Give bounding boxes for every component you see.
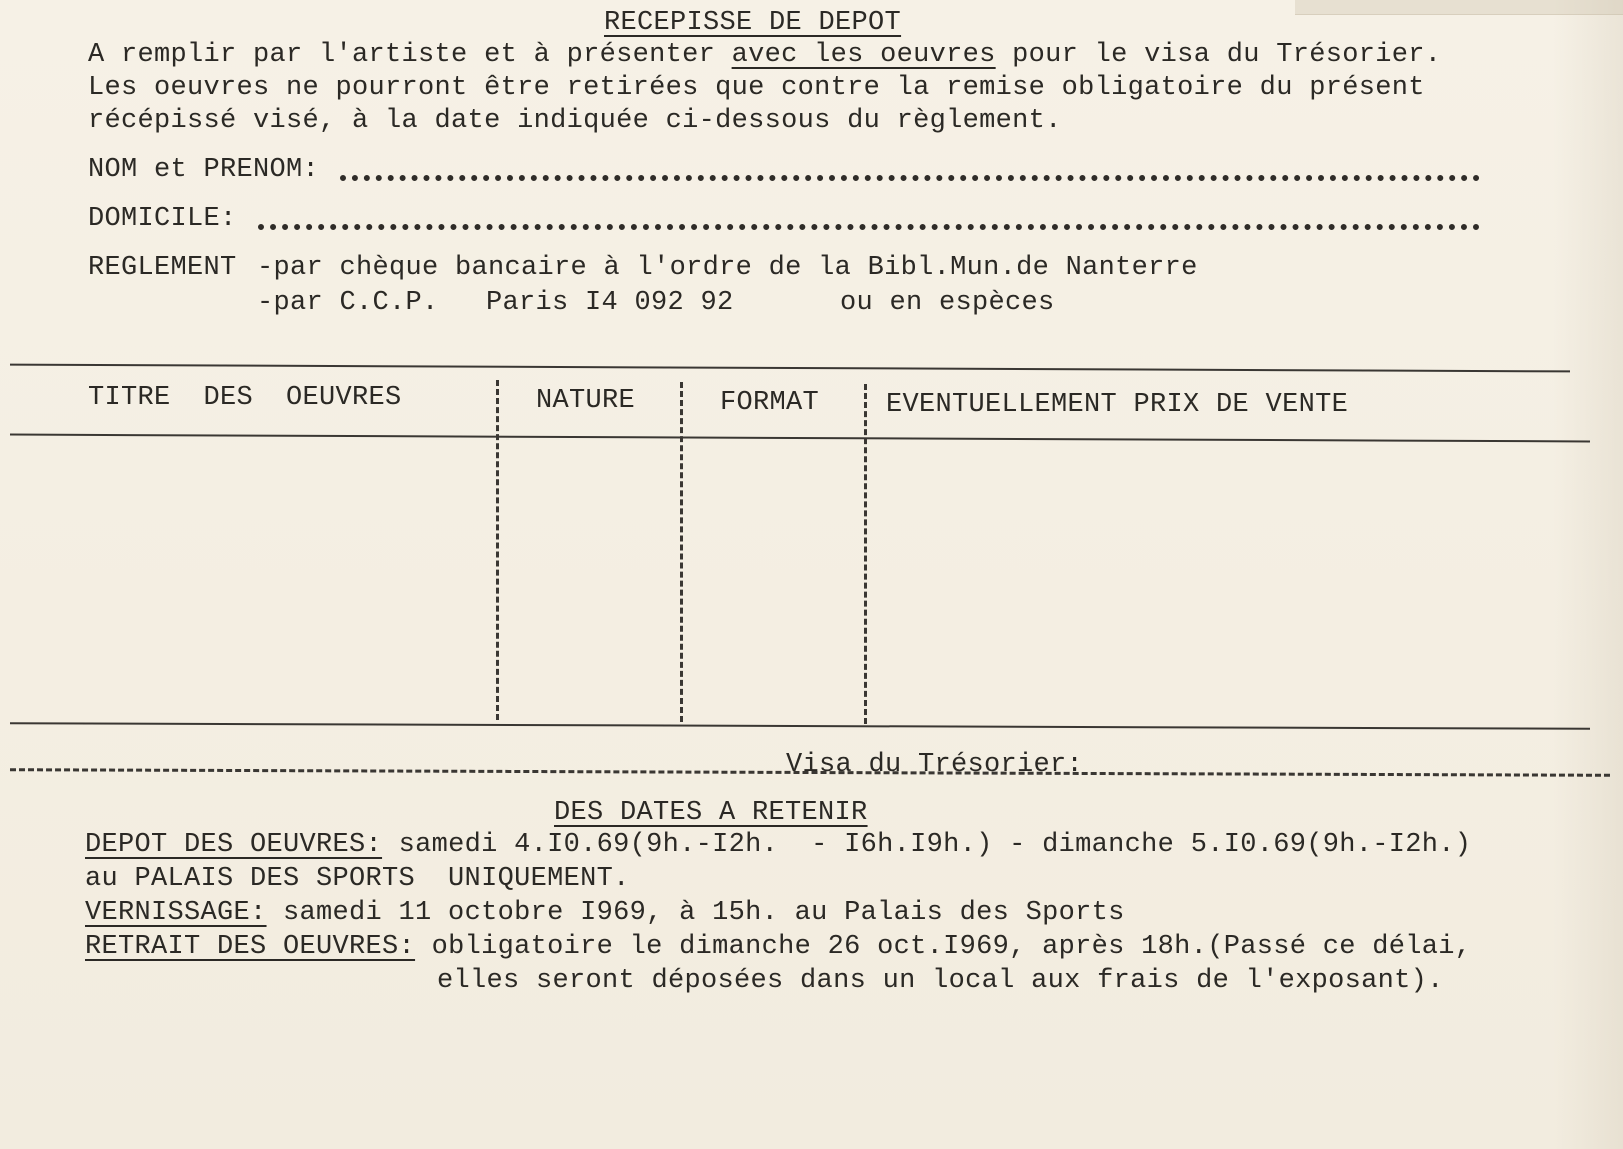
visa-label: Visa du Trésorier:: [786, 750, 1084, 780]
name-label: NOM et PRENOM:: [88, 155, 320, 185]
payment-ccp-number: Paris I4 092 92: [486, 288, 734, 318]
retrait-text: obligatoire le dimanche 26 oct.I969, après 18h.(Passé ce délai,: [415, 932, 1472, 962]
intro-line-1-start: A remplir par l'artiste et à présenter: [88, 40, 732, 70]
col-header-nature: NATURE: [536, 386, 636, 416]
payment-line-1: -par chèque bancaire à l'ordre de la Bibl.Mun.de Nanterre: [257, 253, 1198, 283]
payment-label: REGLEMENT: [88, 253, 237, 283]
payment-ccp: -par C.C.P.: [257, 288, 439, 318]
retrait-line: [85, 932, 1471, 962]
table-divider-3: [864, 384, 867, 724]
payment-cash: ou en espèces: [840, 288, 1055, 318]
depot-location: au PALAIS DES SPORTS UNIQUEMENT.: [85, 864, 630, 894]
address-label: DOMICILE:: [88, 204, 237, 234]
dates-heading: DES DATES A RETENIR: [554, 798, 868, 828]
retrait-label: RETRAIT DES OEUVRES:: [85, 932, 416, 962]
depot-line: [85, 830, 1471, 860]
intro-line-3: récépissé visé, à la date indiquée ci-dessous du règlement.: [88, 106, 1062, 136]
intro-line-1-end: pour le visa du Trésorier.: [995, 40, 1442, 70]
intro-line-1: [88, 40, 1441, 70]
intro-line-1-underlined: avec les oeuvres: [731, 40, 996, 70]
document-title: RECEPISSE DE DEPOT: [604, 8, 902, 38]
depot-text: samedi 4.I0.69(9h.-I2h. - I6h.I9h.) - dimanche 5.I0.69(9h.-I2h.): [382, 830, 1472, 860]
paper-fold-shadow: [1553, 0, 1623, 1149]
intro-line-2: Les oeuvres ne pourront être retirées que contre la remise obligatoire du présent: [88, 73, 1425, 103]
col-header-prix: EVENTUELLEMENT PRIX DE VENTE: [886, 390, 1349, 420]
vernissage-text: samedi 11 octobre I969, à 15h. au Palais des Sports: [266, 898, 1125, 928]
name-field[interactable]: [340, 175, 1480, 181]
depot-label: DEPOT DES OEUVRES:: [85, 830, 383, 860]
retrait-line-2: elles seront déposées dans un local aux frais de l'exposant).: [437, 966, 1444, 996]
table-divider-1: [496, 380, 499, 720]
address-field[interactable]: [258, 224, 1480, 230]
table-divider-2: [680, 382, 683, 722]
col-header-format: FORMAT: [720, 388, 820, 418]
col-header-titre: TITRE DES OEUVRES: [88, 383, 402, 413]
vernissage-line: [85, 898, 1125, 928]
vernissage-label: VERNISSAGE:: [85, 898, 267, 928]
